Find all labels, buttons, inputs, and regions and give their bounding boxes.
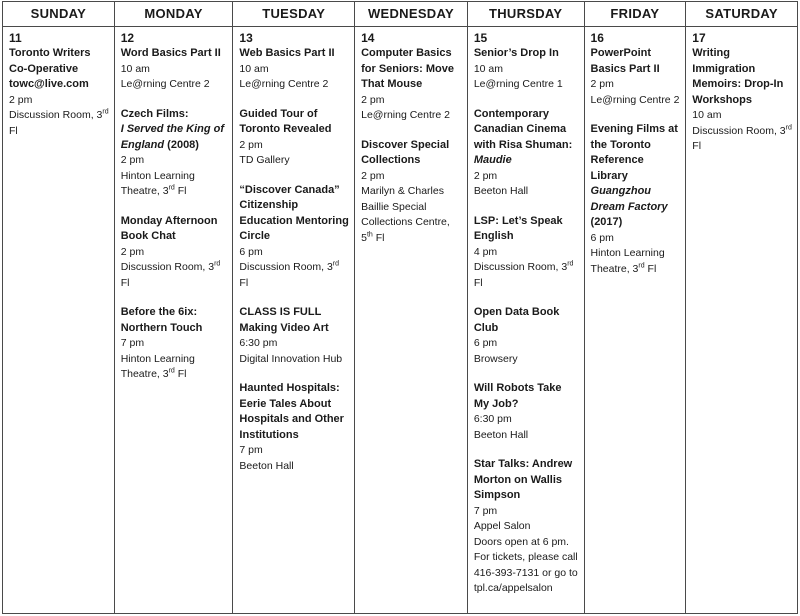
header-thursday: THURSDAY — [468, 2, 585, 26]
event-time: 10 am — [239, 62, 269, 75]
header-wednesday: WEDNESDAY — [355, 2, 468, 26]
event — [361, 138, 463, 247]
event-time: 2 pm — [9, 93, 33, 106]
day-cell-thursday — [468, 27, 585, 614]
event-location: Beeton Hall — [473, 185, 529, 197]
event-title: PowerPoint Basics Part II — [590, 47, 660, 75]
event-time: 2 pm — [590, 78, 614, 90]
event-time: 7 pm — [239, 444, 263, 456]
day-cell-friday — [585, 27, 687, 614]
event-title: Senior’s Drop In — [473, 47, 559, 59]
day-number: 17 — [692, 31, 706, 45]
day-number: 14 — [361, 31, 375, 45]
event-title: Will Robots Take My Job? — [473, 382, 562, 410]
event-location: Marilyn & Charles Baillie Special Collections Centre, 5th Fl — [361, 185, 450, 244]
event — [239, 107, 350, 169]
day-number: 15 — [473, 31, 488, 45]
event-title: Monday Afternoon Book Chat — [120, 214, 218, 242]
day-cell-saturday — [686, 27, 797, 614]
day-cell-sunday — [3, 27, 115, 614]
event-location: Hinton Learning Theatre, 3rd Fl — [590, 247, 665, 275]
event — [474, 305, 580, 367]
event — [121, 214, 229, 292]
event-note: Doors open at 6 pm. For tickets, please call 416-393-7131 or go to tpl.ca/appelsalon — [473, 535, 578, 594]
header-saturday: SATURDAY — [705, 6, 778, 21]
event-time: 7 pm — [120, 337, 145, 349]
event — [361, 46, 463, 124]
day-number: 12 — [120, 31, 135, 45]
event-location: Beeton Hall — [239, 459, 294, 472]
header-tuesday: TUESDAY — [233, 2, 355, 26]
event-location: Discussion Room, 3rd Fl — [239, 260, 340, 289]
day-number: 11 — [9, 31, 22, 45]
event-time: 7 pm — [473, 504, 498, 517]
event-location: Le@rning Centre 2 — [590, 93, 680, 106]
event-time: 10 am — [473, 62, 504, 75]
event-location: Appel Salon — [473, 520, 531, 532]
event-title: Open Data Book Club — [473, 306, 560, 334]
event — [239, 305, 350, 367]
event-title: Web Basics Part II — [239, 47, 335, 59]
event-subtitle: Maudie — [473, 154, 512, 166]
event-time: 2 pm — [473, 169, 498, 182]
day-cell-wednesday — [355, 27, 468, 614]
event-time: 6:30 pm — [239, 337, 278, 349]
header-sunday: SUNDAY — [3, 2, 115, 26]
event-time: 2 pm — [239, 138, 263, 151]
day-number: 16 — [590, 31, 604, 45]
event-location: Hinton Learning Theatre, 3rd Fl — [120, 352, 195, 380]
event-location: Discussion Room, 3rd Fl — [473, 260, 574, 289]
event-title: Contemporary Canadian Cinema with Risa Shuman: — [473, 107, 573, 151]
event — [591, 46, 682, 108]
event-time: 10 am — [692, 109, 722, 121]
event-title: Evening Films at the Toronto Reference Library — [590, 123, 678, 182]
event — [121, 107, 229, 200]
event-time: 6:30 pm — [473, 413, 512, 425]
event-time: 2 pm — [361, 169, 385, 182]
calendar-grid — [2, 1, 798, 614]
event-title: “Discover Canada” Citizenship Education Mentoring Circle — [239, 183, 349, 242]
event-title: Guided Tour of Toronto Revealed — [239, 107, 332, 135]
header-friday: FRIDAY — [585, 2, 687, 26]
event-time: 6 pm — [590, 231, 614, 244]
week-row — [3, 27, 797, 614]
day-number: 13 — [239, 31, 253, 45]
event-location: Beeton Hall — [473, 428, 529, 441]
event-title: Writing Immigration Memoirs: Drop-In Workshops — [692, 47, 784, 106]
event — [474, 457, 580, 597]
event-subtitle: Guangzhou Dream Factory (2017) — [590, 185, 668, 228]
event — [474, 46, 580, 93]
event-location: Digital Innovation Hub — [239, 352, 343, 365]
day-cell-tuesday — [233, 27, 355, 614]
event-location: Discussion Room, 3rd Fl — [9, 108, 109, 137]
event-time: 6 pm — [473, 337, 498, 349]
header-monday: MONDAY — [115, 2, 234, 26]
event — [474, 107, 580, 200]
event-location: Le@rning Centre 1 — [473, 78, 563, 90]
event — [239, 183, 350, 292]
event-title: Haunted Hospitals: Eerie Tales About Hospitals and Other Institutions — [239, 382, 344, 441]
event-location: Discussion Room, 3rd Fl — [120, 260, 221, 289]
event-title: Computer Basics for Seniors: Move That Mouse — [361, 47, 455, 90]
event — [474, 214, 580, 292]
event-location: Discussion Room, 3rd Fl — [692, 124, 792, 152]
event-location: TD Gallery — [239, 154, 290, 166]
event-title: Before the 6ix: Northern Touch — [120, 306, 203, 334]
event — [121, 305, 229, 383]
event-location: Hinton Learning Theatre, 3rd Fl — [120, 169, 195, 197]
event-time: 2 pm — [361, 93, 385, 106]
event-time: 2 pm — [120, 154, 145, 166]
event-title: LSP: Let’s Speak English — [473, 214, 563, 242]
event-title: Toronto Writers Co-Operative towc@live.com — [9, 47, 91, 90]
event-title: CLASS IS FULL Making Video Art — [239, 306, 329, 334]
event — [692, 46, 793, 155]
event — [9, 46, 110, 139]
event-location: Browsery — [473, 352, 518, 365]
event-time: 10 am — [120, 62, 150, 75]
event-location: Le@rning Centre 2 — [361, 109, 450, 121]
weekday-header-row — [3, 2, 797, 27]
event — [239, 381, 350, 474]
event-title: Czech Films: — [120, 107, 189, 120]
event-time: 4 pm — [473, 245, 498, 258]
event — [239, 46, 350, 93]
event-time: 6 pm — [239, 245, 263, 258]
event-title: Discover Special Collections — [361, 138, 450, 166]
event-location: Le@rning Centre 2 — [120, 78, 210, 90]
event-subtitle: I Served the King of England (2008) — [120, 123, 225, 151]
event — [474, 381, 580, 443]
event-title: Star Talks: Andrew Morton on Wallis Simpson — [473, 458, 573, 501]
event — [591, 122, 682, 277]
event-title: Word Basics Part II — [120, 47, 221, 59]
day-cell-monday — [115, 27, 234, 614]
event-location: Le@rning Centre 2 — [239, 78, 329, 90]
event — [121, 46, 229, 93]
event-time: 2 pm — [120, 245, 145, 258]
